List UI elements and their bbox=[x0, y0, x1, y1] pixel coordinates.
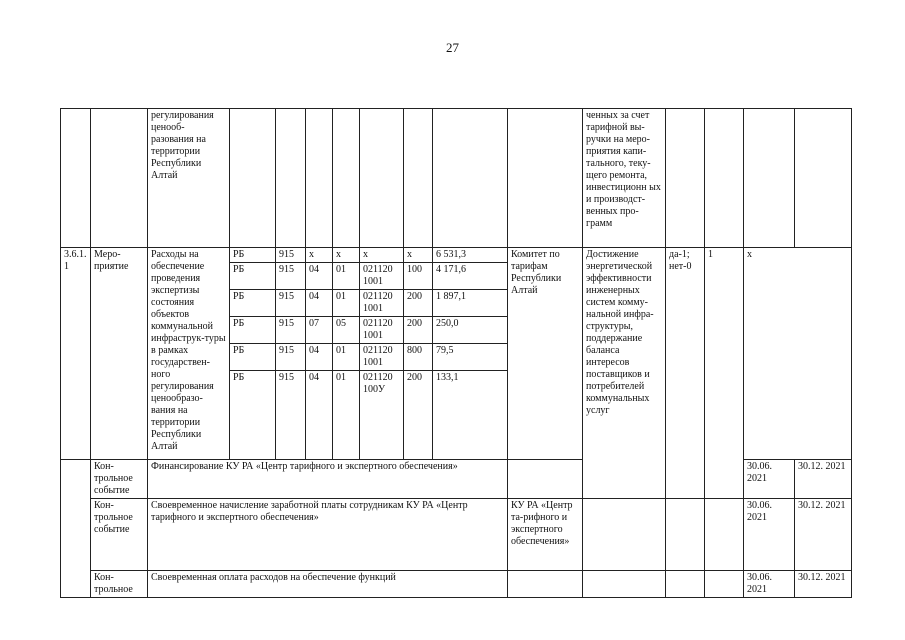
budget-rz: 07 bbox=[306, 317, 333, 344]
budget-amount: 4 171,6 bbox=[433, 263, 508, 290]
budget-csr: 021120 1001 bbox=[360, 344, 404, 371]
budget-src: РБ bbox=[230, 317, 276, 344]
budget-rz: 04 bbox=[306, 371, 333, 460]
event-description: Своевременное начисление заработной платы сотрудникам КУ РА «Центр тарифного и экспертного обеспечения» bbox=[148, 499, 508, 571]
measure-target: 1 bbox=[705, 248, 744, 499]
event-start: 30.06. 2021 bbox=[744, 499, 795, 571]
budget-grbs: 915 bbox=[276, 290, 306, 317]
budget-vr: 200 bbox=[404, 317, 433, 344]
event-type: Кон-трольное событие bbox=[91, 499, 148, 571]
measures-table bbox=[60, 108, 852, 598]
event-description: Своевременная оплата расходов на обеспечение функций bbox=[148, 571, 508, 598]
budget-pr: x bbox=[333, 248, 360, 263]
budget-rz: 04 bbox=[306, 290, 333, 317]
budget-pr: 01 bbox=[333, 263, 360, 290]
budget-pr: 01 bbox=[333, 290, 360, 317]
event-executor bbox=[508, 571, 583, 598]
continuation-row bbox=[61, 109, 852, 248]
budget-amount: 79,5 bbox=[433, 344, 508, 371]
event-end: 30.12. 2021 bbox=[795, 499, 852, 571]
budget-rz: x bbox=[306, 248, 333, 263]
budget-grbs: 915 bbox=[276, 344, 306, 371]
budget-grbs: 915 bbox=[276, 371, 306, 460]
budget-rz: 04 bbox=[306, 263, 333, 290]
event-start: 30.06. 2021 bbox=[744, 571, 795, 598]
budget-amount: 250,0 bbox=[433, 317, 508, 344]
budget-amount: 1 897,1 bbox=[433, 290, 508, 317]
budget-csr: 021120 100У bbox=[360, 371, 404, 460]
measure-description: Расходы на обеспечение проведения экспертизы состояния объектов коммунальной инфраструк-туры в рамках государствен-ного регулирования ценообразо-вания на территории Республики Алтай bbox=[148, 248, 230, 460]
budget-grbs: 915 bbox=[276, 317, 306, 344]
event-row bbox=[61, 499, 852, 571]
event-description: Финансирование КУ РА «Центр тарифного и экспертного обеспечения» bbox=[148, 460, 508, 499]
continuation-description: регулирования ценооб-разования на территории Республики Алтай bbox=[148, 109, 230, 248]
budget-vr: x bbox=[404, 248, 433, 263]
measure-number: 3.6.1.1 bbox=[61, 248, 91, 460]
continuation-indicator: ченных за счет тарифной вы-ручки на меро-приятия капи-тального, теку-щего ремонта, инвестиционн ых и производст-венных про-грамм bbox=[583, 109, 666, 248]
budget-src: РБ bbox=[230, 290, 276, 317]
budget-rz: 04 bbox=[306, 344, 333, 371]
budget-pr: 01 bbox=[333, 344, 360, 371]
budget-csr: 021120 1001 bbox=[360, 263, 404, 290]
budget-pr: 01 bbox=[333, 371, 360, 460]
budget-amount: 6 531,3 bbox=[433, 248, 508, 263]
measure-executor: Комитет по тарифам Республики Алтай bbox=[508, 248, 583, 460]
budget-amount: 133,1 bbox=[433, 371, 508, 460]
measure-indicator: Достижение энергетической эффективности инженерных систем комму-нальной инфра-структуры, поддержание баланса интересов поставщиков и потребителей коммунальных услуг bbox=[583, 248, 666, 499]
event-start: 30.06. 2021 bbox=[744, 460, 795, 499]
budget-src: РБ bbox=[230, 371, 276, 460]
event-end: 30.12. 2021 bbox=[795, 460, 852, 499]
budget-grbs: 915 bbox=[276, 248, 306, 263]
budget-src: РБ bbox=[230, 248, 276, 263]
event-row bbox=[61, 571, 852, 598]
budget-src: РБ bbox=[230, 344, 276, 371]
event-executor bbox=[508, 460, 583, 499]
budget-csr: 021120 1001 bbox=[360, 290, 404, 317]
budget-pr: 05 bbox=[333, 317, 360, 344]
budget-vr: 200 bbox=[404, 371, 433, 460]
event-type: Кон-трольное bbox=[91, 571, 148, 598]
budget-vr: 800 bbox=[404, 344, 433, 371]
measure-indicator-values: да-1; нет-0 bbox=[666, 248, 705, 499]
budget-grbs: 915 bbox=[276, 263, 306, 290]
budget-vr: 200 bbox=[404, 290, 433, 317]
budget-csr: 021120 1001 bbox=[360, 317, 404, 344]
budget-csr: x bbox=[360, 248, 404, 263]
page-number: 27 bbox=[446, 40, 459, 55]
measure-row bbox=[61, 248, 852, 263]
budget-src: РБ bbox=[230, 263, 276, 290]
measure-type: Меро-приятие bbox=[91, 248, 148, 460]
event-executor: КУ РА «Центр та-рифного и экспертного обеспечения» bbox=[508, 499, 583, 571]
measure-mark: x bbox=[744, 248, 852, 460]
event-type: Кон-трольное событие bbox=[91, 460, 148, 499]
event-end: 30.12. 2021 bbox=[795, 571, 852, 598]
budget-vr: 100 bbox=[404, 263, 433, 290]
